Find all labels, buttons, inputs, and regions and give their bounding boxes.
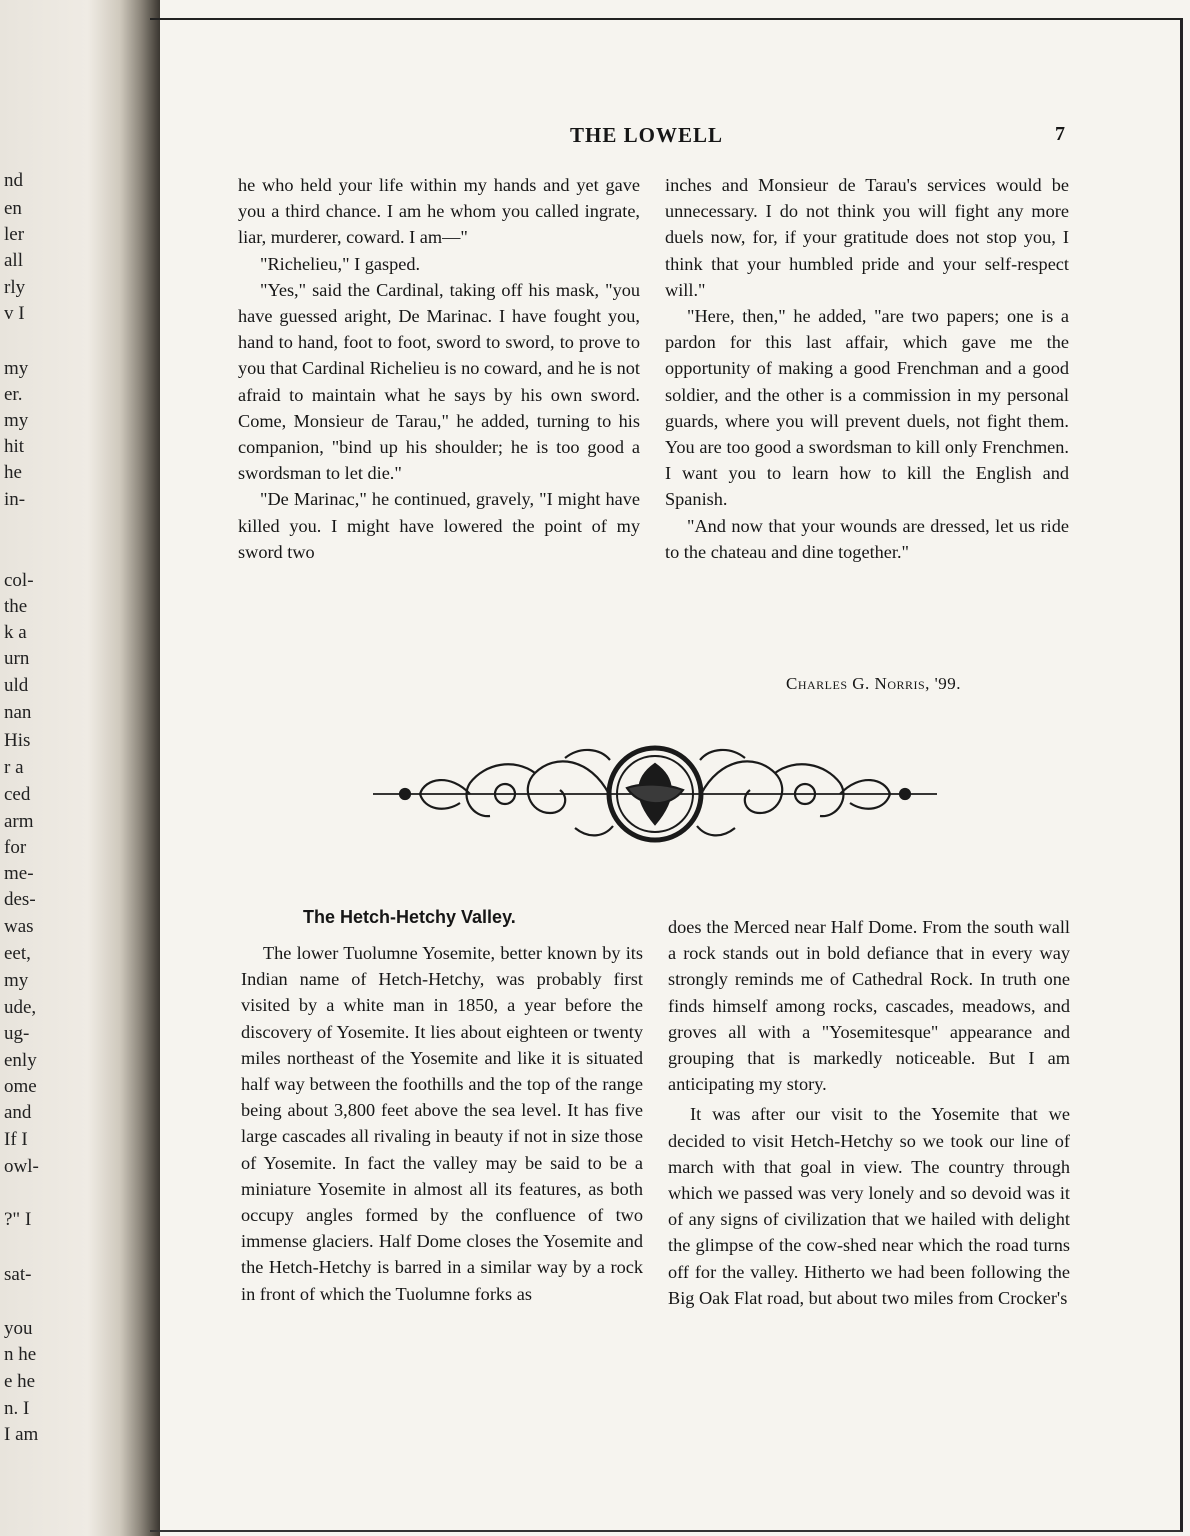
page-number: 7 <box>1055 123 1065 145</box>
gutter-fragment: you <box>4 1318 33 1339</box>
story-column-right <box>665 172 1069 565</box>
article-column-left <box>241 940 643 1307</box>
gutter-fragment: n. I <box>4 1398 30 1419</box>
gutter-fragment: owl- <box>4 1156 39 1177</box>
article-paragraph: It was after our visit to the Yosemite that we decided to visit Hetch-Hetchy so we took our line of march with that goal in view. The country through which we passed was very lonely and so devoid was it of any signs of civilization that we hailed with delight the glimpse of the cow-shed near which the road turns off for the valley. Hitherto we had been following the Big Oak Flat road, but about two miles from Crocker's <box>668 1104 1070 1308</box>
gutter-fragment: des- <box>4 889 36 910</box>
author-signature: Charles G. Norris, '99. <box>786 674 961 693</box>
gutter-fragment: en <box>4 198 22 219</box>
gutter-fragment: e he <box>4 1371 36 1392</box>
gutter-fragment: my <box>4 970 29 991</box>
gutter-fragment: uld <box>4 675 29 696</box>
gutter-fragment: His <box>4 730 31 751</box>
story-paragraph: "Yes," said the Cardinal, taking off his mask, "you have guessed aright, De Marinac. I have fought you, hand to hand, foot to foot, sword to sword, to prove to you that Cardinal Richelieu is no coward, and he is not afraid to maintain what he says by his own sword. Come, Monsieur de Tarau," he added, turning to his companion, "bind up his shoulder; he is too good a swordsman to let die." <box>238 279 640 484</box>
gutter-fragment: nan <box>4 702 32 723</box>
story-paragraph: "De Marinac," he continued, gravely, "I might have killed you. I might have lowered the point of my sword two <box>238 489 640 562</box>
decorative-ornament-icon <box>365 728 945 858</box>
gutter-fragment: me- <box>4 863 34 884</box>
story-column-left <box>238 172 640 565</box>
gutter-fragment: ug- <box>4 1023 30 1044</box>
gutter-fragment: in- <box>4 489 26 510</box>
gutter-fragment: ude, <box>4 997 37 1018</box>
gutter-fragment: r a <box>4 757 24 778</box>
running-head: THE LOWELL <box>570 123 723 147</box>
article-title: The Hetch-Hetchy Valley. <box>303 907 516 927</box>
gutter-fragment: k a <box>4 622 27 643</box>
gutter-fragment: n he <box>4 1344 37 1365</box>
gutter-fragment: col- <box>4 570 34 591</box>
gutter-fragment: and <box>4 1102 32 1123</box>
gutter-fragment: arm <box>4 811 34 832</box>
story-paragraph: "Here, then," he added, "are two papers; one is a pardon for this last affair, which gave me the opportunity of making a good Frenchman and a good soldier, and the other is a commission in my personal guards, where you will prevent duels, not fight them. You are too good a swordsman to kill only Frenchmen. I want you to learn how to kill the English and Spanish. <box>665 306 1069 510</box>
gutter-fragment: the <box>4 596 28 617</box>
article-paragraph: The lower Tuolumne Yosemite, better known by its Indian name of Hetch-Hetchy, was probably first visited by a white man in 1850, a year before the discovery of Yosemite. It lies about eighteen or twenty miles northeast of the Yosemite and like it is situated half way between the foothills and the top of the range being about 3,800 feet above the sea level. It has five large cascades all rivaling in beauty if not in size those of Yosemite. In fact the valley may be said to be a miniature Yosemite in almost all its features, as both occupy angles formed by the confluence of two immense glaciers. Half Dome closes the Yosemite and the Hetch-Hetchy is barred in a similar way by a rock in front of which the Tuolumne forks as <box>241 943 643 1304</box>
gutter-fragment: er. <box>4 384 23 405</box>
gutter-fragment: enly <box>4 1050 37 1071</box>
gutter-fragment: he <box>4 462 22 483</box>
gutter-fragment: my <box>4 410 29 431</box>
gutter-fragment: my <box>4 358 29 379</box>
gutter-fragment: was <box>4 916 34 937</box>
gutter-fragment: hit <box>4 436 25 457</box>
story-paragraph: "Richelieu," I gasped. <box>260 253 421 274</box>
gutter-fragment: sat- <box>4 1264 32 1285</box>
gutter-fragment: If I <box>4 1129 28 1150</box>
gutter-fragment: all <box>4 250 23 271</box>
story-paragraph: he who held your life within my hands and yet gave you a third chance. I am he whom you called ingrate, liar, murderer, coward. I am—" <box>238 175 640 248</box>
gutter-fragment: rly <box>4 277 26 298</box>
gutter-fragment: urn <box>4 648 30 669</box>
gutter-fragment: ome <box>4 1076 37 1097</box>
story-paragraph: "And now that your wounds are dressed, let us ride to the chateau and dine together." <box>665 515 1069 562</box>
gutter-fragment: nd <box>4 170 23 191</box>
gutter-fragment: eet, <box>4 943 31 964</box>
article-column-right <box>668 914 1070 1311</box>
story-paragraph: inches and Monsieur de Tarau's services would be unnecessary. I do not think you will fight any more duels now, for, if your gratitude does not stop you, I think that your humbled pride and your self-respect will." <box>665 175 1069 300</box>
gutter-fragment: ced <box>4 784 31 805</box>
gutter-fragment: ler <box>4 224 25 245</box>
gutter-fragment: I am <box>4 1424 39 1445</box>
article-paragraph: does the Merced near Half Dome. From the south wall a rock stands out in bold defiance that in every way strongly reminds me of Cathedral Rock. In truth one finds himself among rocks, cascades, meadows, and groves all with a "Yosemitesque" appearance and grouping that is markedly noticeable. But I am anticipating my story. <box>668 917 1070 1095</box>
gutter-fragment: ?" I <box>4 1209 32 1230</box>
gutter-fragment: for <box>4 837 27 858</box>
gutter-fragment: v I <box>4 303 25 324</box>
